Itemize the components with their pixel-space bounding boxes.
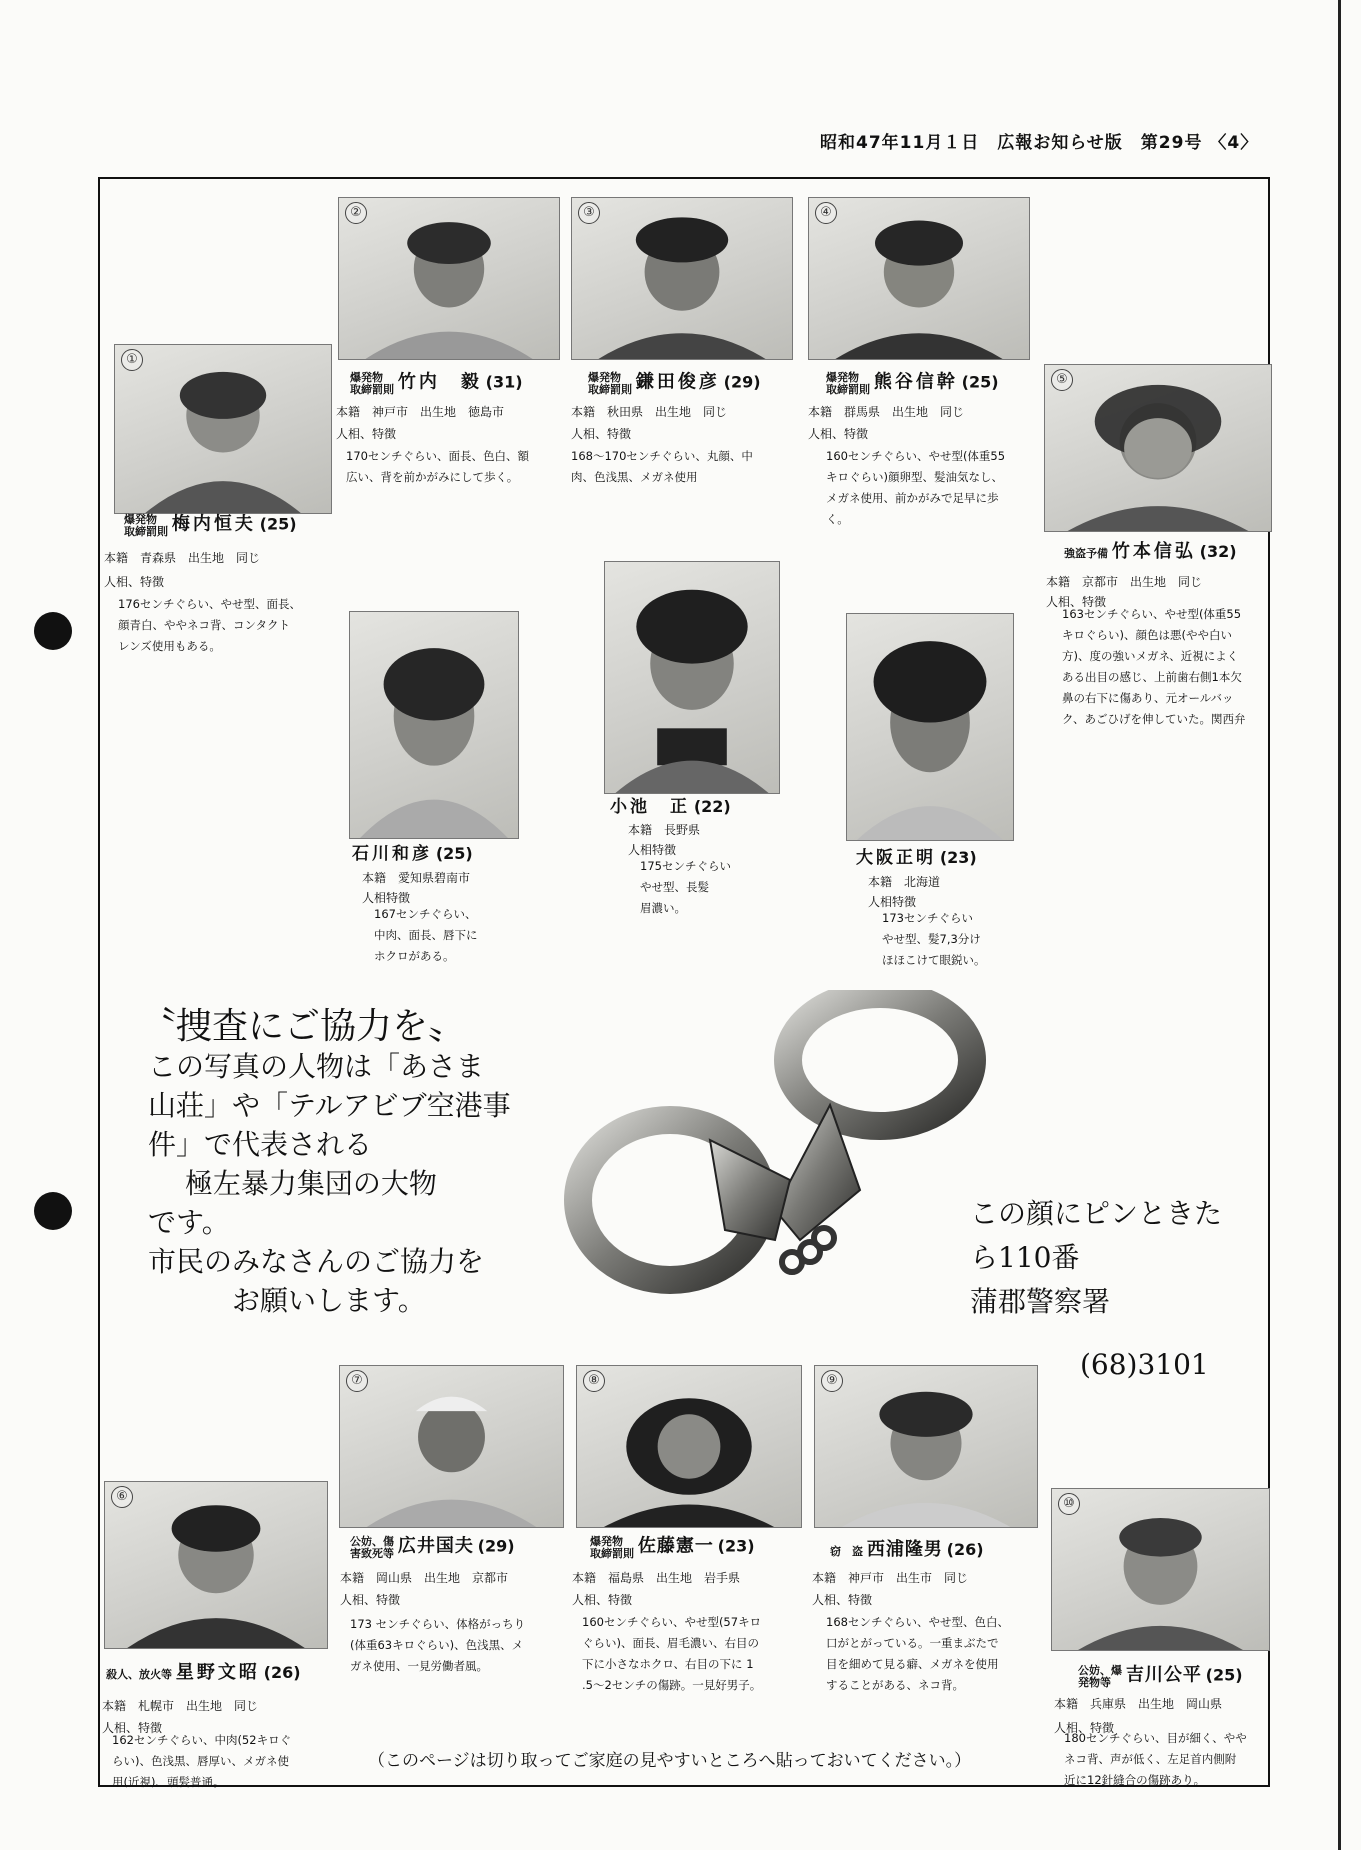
portrait-silhouette-icon — [1052, 1489, 1269, 1650]
photo-number: ⑦ — [346, 1370, 368, 1392]
features-label-p2: 人相、特徴 — [336, 427, 397, 441]
features-p4: 160センチぐらい、やせ型(体重55 キロぐらい)顔卵型、髪油気なし、 メガネ使用、前かがみで足早に歩 く。 — [826, 449, 1006, 526]
photo-p3 — [571, 197, 793, 360]
features-label-p9: 人相、特徴 — [812, 1593, 873, 1607]
callout-text: この顔にピンときた ら110番 蒲郡警察署 — [970, 1197, 1223, 1318]
charge: 強盗予備 — [1064, 547, 1108, 560]
origin-ishikawa: 本籍 愛知県碧南市 — [362, 871, 471, 885]
photo-number: ③ — [578, 202, 600, 224]
features-label-p7: 人相、特徴 — [340, 1593, 401, 1607]
charge: 窃 盗 — [830, 1545, 863, 1558]
features-p8: 160センチぐらい、やせ型(57キロ ぐらい)、面長、眉毛濃い、右目の 下に小さなホクロ、右目の下に 1 .5～2センチの傷跡。一見好男子。 — [582, 1615, 762, 1692]
caption-p6 — [106, 1663, 301, 1685]
person-name: 鎌田俊彦 — [635, 371, 720, 393]
photo-koike — [604, 561, 780, 794]
person-age: (26) — [263, 1663, 301, 1682]
portrait-silhouette-icon — [572, 198, 792, 359]
portrait-silhouette-icon — [809, 198, 1029, 359]
person-age: (25) — [961, 372, 999, 392]
origin-p8: 本籍 福島県 出生地 岩手県 — [572, 1571, 741, 1585]
person-name: 大阪正明 — [856, 848, 936, 868]
photo-p1 — [114, 344, 332, 514]
appeal-title: 〝捜査にご協力を〟 — [140, 1006, 465, 1047]
features-ishikawa: 167センチぐらい、 中肉、面長、唇下に ホクロがある。 — [374, 907, 478, 963]
features-label-p8: 人相、特徴 — [572, 1593, 633, 1607]
caption-p3 — [588, 372, 761, 396]
police-phone: (68)3101 — [1080, 1348, 1209, 1381]
caption-p1 — [124, 514, 297, 538]
features-osaka: 173センチぐらい やせ型、髪7,3分け ほほこけて眼鋭い。 — [882, 911, 986, 967]
origin-koike: 本籍 長野県 — [628, 823, 701, 837]
portrait-silhouette-icon — [105, 1482, 327, 1648]
photo-p7 — [339, 1365, 564, 1528]
photo-p10 — [1051, 1488, 1270, 1651]
features-label-koike: 人相特徴 — [628, 843, 677, 857]
photo-ishikawa — [349, 611, 519, 839]
photo-number: ① — [121, 349, 143, 371]
portrait-silhouette-icon — [815, 1366, 1037, 1527]
person-age: (23) — [939, 848, 977, 867]
features-p5: 163センチぐらい、やせ型(体重55 キロぐらい)、顔色は悪(やや白い 方)、度の強いメガネ、近視によく ある出目の感じ、上前歯右側1本欠 鼻の右下に傷あり、元オールバッ ク、あごひげを伸していた。関西弁 — [1062, 607, 1246, 726]
features-label-p5: 人相、特徴 — [1046, 595, 1107, 609]
origin-p9: 本籍 神戸市 出生市 同じ — [812, 1571, 969, 1585]
charge: 爆発物 取締罰則 — [588, 371, 632, 396]
features-p10: 180センチぐらい、目が細く、やや ネコ背、声が低く、左足首内側附 近に12針縫合の傷跡あり。 — [1064, 1731, 1247, 1787]
appeal-body: この写真の人物は「あさま 山荘」や「テルアビブ空港事 件」で代表される 極左暴力集団の大物 です。 市民のみなさんのご協力を お願いします。 — [148, 1050, 511, 1317]
photo-number: ⑥ — [111, 1486, 133, 1508]
photo-p9 — [814, 1365, 1038, 1528]
features-p9: 168センチぐらい、やせ型、色白、 口がとがっている。一重まぶたで 目を細めて見る癖、メガネを使用 することがある、ネコ背。 — [826, 1615, 1009, 1692]
caption-osaka — [856, 848, 977, 869]
portrait-silhouette-icon — [1045, 365, 1271, 531]
charge: 爆発物 取締罰則 — [350, 371, 394, 396]
person-age: (26) — [946, 1540, 984, 1559]
caption-p10 — [1078, 1665, 1243, 1689]
portrait-silhouette-icon — [605, 562, 779, 793]
photo-p6 — [104, 1481, 328, 1649]
person-age: (29) — [723, 372, 761, 392]
photo-p5 — [1044, 364, 1272, 532]
origin-p10: 本籍 兵庫県 出生地 岡山県 — [1054, 1697, 1223, 1711]
photo-number: ④ — [815, 202, 837, 224]
photo-number: ⑩ — [1058, 1493, 1080, 1515]
binder-hole-bottom — [34, 1192, 72, 1230]
photo-p2 — [338, 197, 560, 360]
photo-p8 — [576, 1365, 802, 1528]
photo-p4 — [808, 197, 1030, 360]
features-label-ishikawa: 人相特徴 — [362, 891, 411, 905]
footer-note: （このページは切り取ってご家庭の見やすいところへ貼っておいてください。） — [368, 1751, 972, 1771]
person-age: (31) — [485, 372, 523, 392]
features-p7: 173 センチぐらい、体格がっちり (体重63キロぐらい)、色浅黒、メ ガネ使用、一見労働者風。 — [350, 1617, 526, 1673]
person-age: (29) — [477, 1536, 515, 1556]
portrait-silhouette-icon — [339, 198, 559, 359]
origin-p6: 本籍 札幌市 出生地 同じ — [102, 1699, 259, 1713]
portrait-silhouette-icon — [115, 345, 331, 513]
photo-osaka — [846, 613, 1014, 841]
caption-p2 — [350, 372, 523, 396]
person-name: 熊谷信幹 — [873, 371, 958, 393]
origin-p3: 本籍 秋田県 出生地 同じ — [571, 405, 728, 419]
caption-p5 — [1064, 542, 1237, 564]
handcuffs-icon — [560, 990, 1020, 1320]
origin-p5: 本籍 京都市 出生地 同じ — [1046, 575, 1203, 589]
person-name: 佐藤憲一 — [637, 1535, 714, 1557]
person-name: 吉川公平 — [1125, 1664, 1202, 1686]
person-name: 梅内恒夫 — [171, 513, 256, 535]
features-p1: 176センチぐらい、やせ型、面長、 顔青白、ややネコ背、コンタクト レンズ使用もある。 — [118, 597, 301, 653]
origin-osaka: 本籍 北海道 — [868, 875, 941, 889]
features-p3: 168～170センチぐらい、丸顔、中 肉、色浅黒、メガネ使用 — [571, 449, 753, 484]
person-name: 竹本信弘 — [1111, 541, 1196, 562]
person-age: (25) — [435, 844, 473, 863]
person-name: 広井国夫 — [397, 1535, 474, 1557]
charge: 公妨、傷 害致死等 — [350, 1535, 394, 1560]
features-label-p4: 人相、特徴 — [808, 427, 869, 441]
caption-koike — [610, 797, 731, 818]
charge: 公妨、爆 発物等 — [1078, 1664, 1122, 1689]
charge: 爆発物 取締罰則 — [124, 513, 168, 538]
origin-p1: 本籍 青森県 出生地 同じ — [104, 551, 261, 565]
caption-p9 — [830, 1540, 984, 1562]
features-label-p3: 人相、特徴 — [571, 427, 632, 441]
features-label-p1: 人相、特徴 — [104, 575, 165, 589]
features-label-p10: 人相、特徴 — [1054, 1721, 1115, 1735]
person-name: 小池 正 — [610, 797, 690, 817]
caption-ishikawa — [352, 844, 473, 865]
person-age: (25) — [259, 514, 297, 534]
portrait-silhouette-icon — [577, 1366, 801, 1527]
origin-p2: 本籍 神戸市 出生地 徳島市 — [336, 405, 505, 419]
caption-p8 — [590, 1536, 755, 1560]
origin-p7: 本籍 岡山県 出生地 京都市 — [340, 1571, 509, 1585]
charge: 爆発物 取締罰則 — [590, 1535, 634, 1560]
person-age: (22) — [693, 797, 731, 816]
photo-number: ② — [345, 202, 367, 224]
features-p6: 162センチぐらい、中肉(52キロぐ らい)、色浅黒、唇厚い、メガネ使 用(近視)、頭髪普通。 — [112, 1733, 292, 1789]
caption-p7 — [350, 1536, 515, 1560]
portrait-silhouette-icon — [847, 614, 1013, 840]
person-name: 西浦隆男 — [866, 1539, 943, 1560]
person-name: 石川和彦 — [352, 844, 432, 864]
features-p2: 170センチぐらい、面長、色白、額 広い、背を前かがみにして歩く。 — [346, 449, 529, 484]
person-age: (25) — [1205, 1665, 1243, 1685]
photo-number: ⑨ — [821, 1370, 843, 1392]
photo-number: ⑤ — [1051, 369, 1073, 391]
features-koike: 175センチぐらい やせ型、長髪 眉濃い。 — [640, 859, 731, 915]
person-age: (32) — [1199, 542, 1237, 561]
features-label-osaka: 人相特徴 — [868, 895, 917, 909]
person-name: 星野文昭 — [175, 1662, 260, 1683]
page-edge-line — [1338, 0, 1341, 1850]
charge: 爆発物 取締罰則 — [826, 371, 870, 396]
photo-number: ⑧ — [583, 1370, 605, 1392]
portrait-silhouette-icon — [340, 1366, 563, 1527]
page-header: 昭和47年11月１日 広報お知らせ版 第29号 〈4〉 — [820, 133, 1259, 153]
features-label-p6: 人相、特徴 — [102, 1721, 163, 1735]
person-name: 竹内 毅 — [397, 371, 482, 393]
binder-hole-top — [34, 612, 72, 650]
person-age: (23) — [717, 1536, 755, 1556]
portrait-silhouette-icon — [350, 612, 518, 838]
origin-p4: 本籍 群馬県 出生地 同じ — [808, 405, 965, 419]
charge: 殺人、放火等 — [106, 1668, 172, 1681]
caption-p4 — [826, 372, 999, 396]
